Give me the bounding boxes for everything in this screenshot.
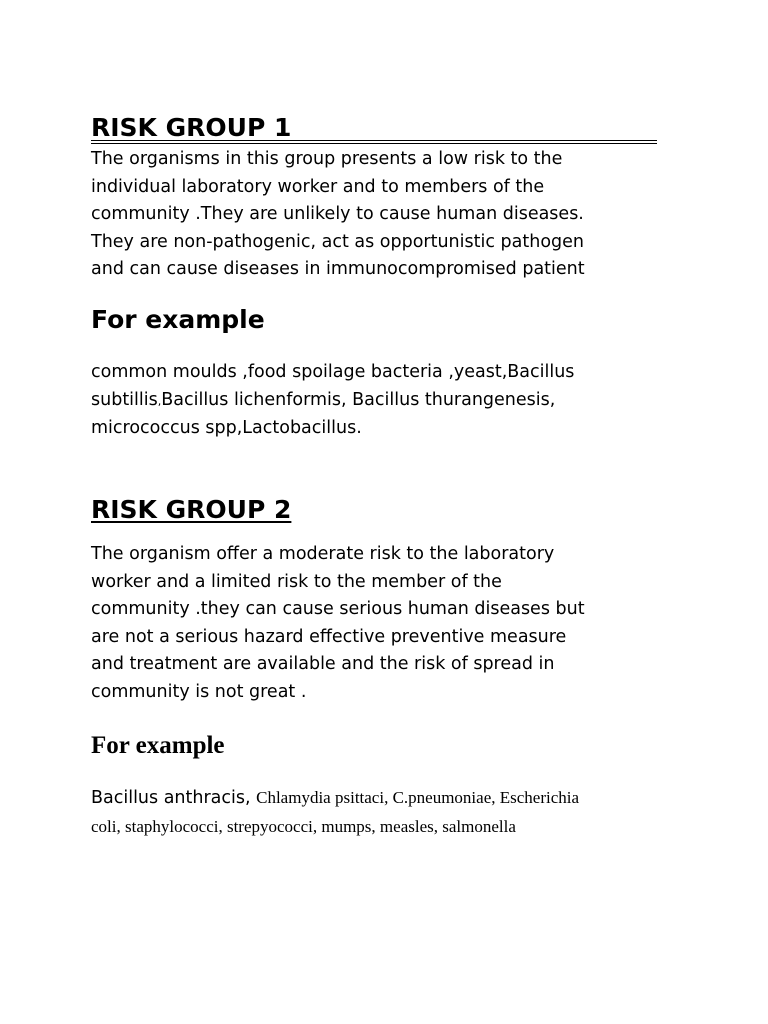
text-line: community is not great . <box>91 681 307 702</box>
text-line: They are non-pathogenic, act as opportunistic pathogen <box>91 231 584 252</box>
heading-double-rule-bottom <box>91 143 657 144</box>
text-line: worker and a limited risk to the member of the <box>91 571 502 592</box>
risk-group-1-example-heading: For example <box>91 305 265 334</box>
text-line: coli, staphylococci, strepyococci, mumps, measles, salmonella <box>91 816 516 836</box>
text-line: The organisms in this group presents a low risk to the <box>91 149 563 169</box>
risk-group-2-example-heading: For example <box>91 732 225 759</box>
text-line: and treatment are available and the risk of spread in <box>91 654 555 674</box>
risk-group-1-description <box>91 146 585 284</box>
heading-double-rule-top <box>91 140 657 141</box>
text-line: The organism offer a moderate risk to the laboratory <box>91 544 555 564</box>
text-line: are not a serious hazard effective preventive measure <box>91 626 567 647</box>
example-text: Bacillus lichenformis, Bacillus thurangenesis, <box>161 389 556 410</box>
risk-group-2-heading: RISK GROUP 2 <box>91 495 292 524</box>
risk-group-2-examples <box>91 784 579 840</box>
text-line <box>91 784 579 813</box>
risk-group-1-heading: RISK GROUP 1 <box>91 113 292 142</box>
text-line <box>91 387 574 416</box>
small-comma: , <box>157 394 162 408</box>
text-line: micrococcus spp,Lactobacillus. <box>91 418 362 438</box>
text-line: community .They are unlikely to cause human diseases. <box>91 204 584 224</box>
risk-group-1-examples <box>91 359 574 443</box>
text-line: common moulds ,food spoilage bacteria ,yeast,Bacillus <box>91 362 575 382</box>
risk-group-2-description <box>91 541 585 706</box>
text-line: community .they can cause serious human diseases but <box>91 599 585 619</box>
text-line: individual laboratory worker and to members of the <box>91 176 545 197</box>
text-line: and can cause diseases in immunocompromised patient <box>91 259 585 279</box>
example-text: Bacillus anthracis, <box>91 788 257 808</box>
example-text: subtillis <box>91 389 158 410</box>
example-text-serif: Chlamydia psittaci, C.pneumoniae, Escherichia <box>256 788 580 807</box>
